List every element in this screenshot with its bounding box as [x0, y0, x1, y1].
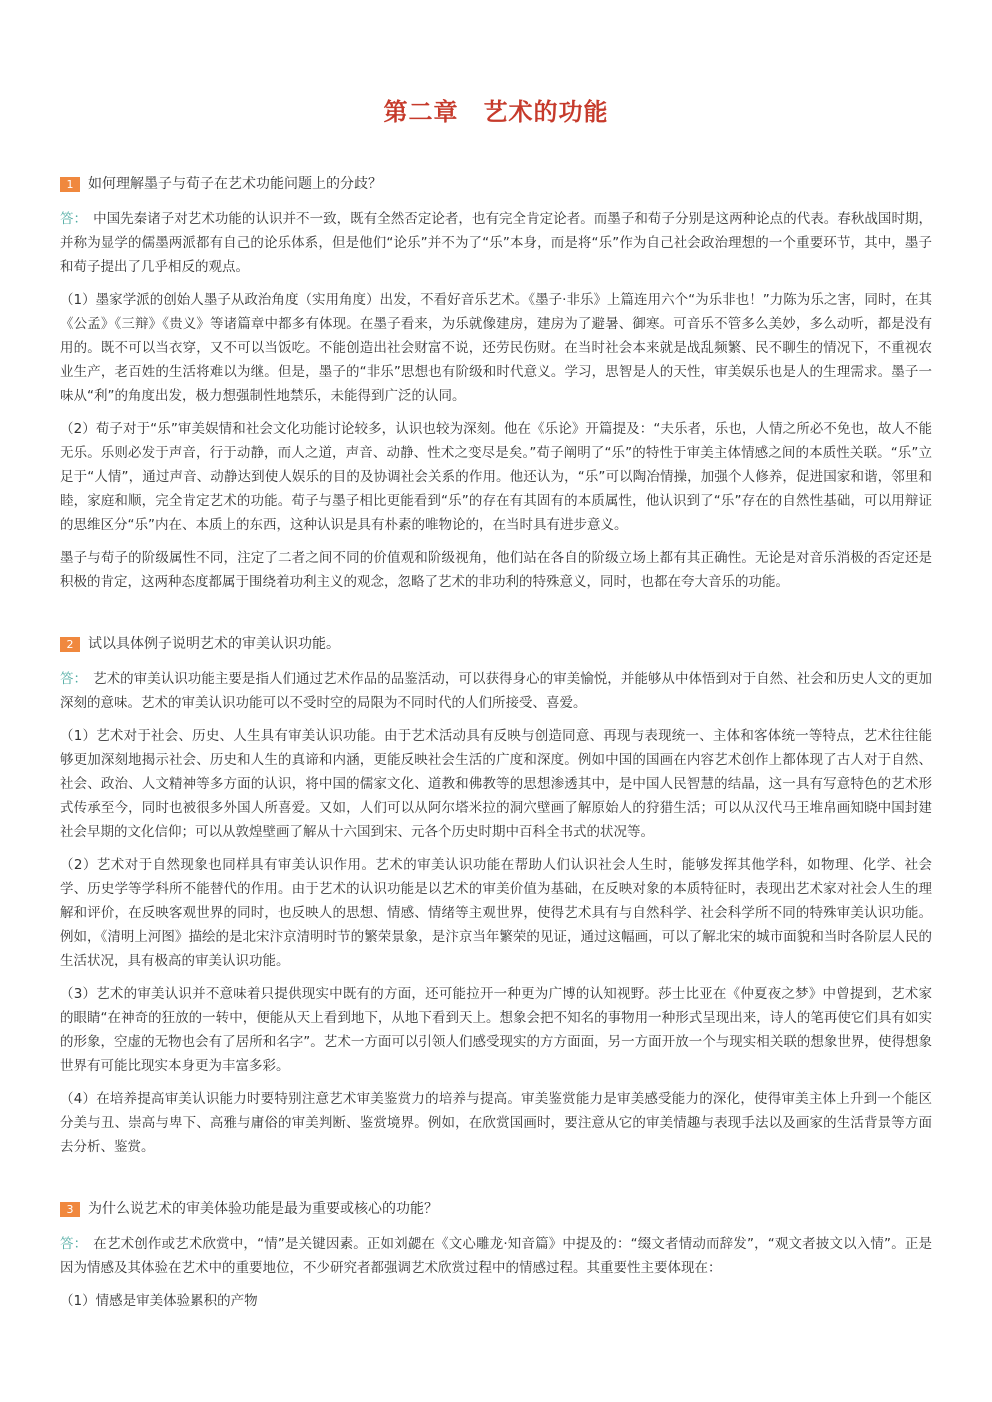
answer-paragraph: （1）墨家学派的创始人墨子从政治角度（实用角度）出发，不看好音乐艺术。《墨子·非乐》上篇连用六个“为乐非也！”力陈为乐之害，同时，在其《公孟》《三辩》《贵义》等诸篇章中都多有体现。在墨子看来，为乐就像建房，建房为了避暑、御寒。可音乐不管多么美妙，多么动听，都是没有用的。既不可以当衣穿，又不可以当饭吃。不能创造出社会财富不说，还劳民伤财。在当时社会本来就是战乱频繁、民不聊生的情况下，不重视农业生产，老百姓的生活将难以为继。但是，墨子的“非乐”思想也有阶级和时代意义。学习，思智是人的天性，审美娱乐也是人的生理需求。墨子一味从“利”的角度出发，极力想强制性地禁乐，未能得到广泛的认同。: [60, 292, 932, 404]
answer-paragraph: （4）在培养提高审美认识能力时要特别注意艺术审美鉴赏力的培养与提高。审美鉴赏能力是审美感受能力的深化，使得审美主体上升到一个能区分美与丑、崇高与卑下、高雅与庸俗的审美判断、鉴赏境界。例如，在欣赏国画时，要注意从它的审美情趣与表现手法以及画家的生活背景等方面去分析、鉴赏。: [60, 1091, 932, 1155]
question-text: 如何理解墨子与荀子在艺术功能问题上的分歧？: [88, 176, 382, 192]
answer-paragraph: [60, 207, 932, 279]
answer-paragraph: （2）艺术对于自然现象也同样具有审美认识作用。艺术的审美认识功能在帮助人们认识社会人生时，能够发挥其他学科，如物理、化学、社会学、历史学等学科所不能替代的作用。由于艺术的认识功能是以艺术的审美价值为基础，在反映对象的本质特征时，表现出艺术家对社会人生的理解和评价，在反映客观世界的同时，也反映人的思想、情感、情绪等主观世界，使得艺术具有与自然科学、社会科学所不同的特殊审美认识功能。例如，《清明上河图》描绘的是北宋汴京清明时节的繁荣景象，是汴京当年繁荣的见证，通过这幅画，可以了解北宋的城市面貌和当时各阶层人民的生活状况，具有极高的审美认识功能。: [60, 857, 932, 969]
question-section-1: [60, 173, 932, 594]
answer-paragraph: （1）艺术对于社会、历史、人生具有审美认识功能。由于艺术活动具有反映与创造同意、再现与表现统一、主体和客体统一等特点，艺术往往能够更加深刻地揭示社会、历史和人生的真谛和内涵，更能反映社会生活的广度和深度。例如中国的国画在内容艺术创作上都体现了古人对于自然、社会、政治、人文精神等多方面的认识，将中国的儒家文化、道教和佛教等的思想渗透其中，是中国人民智慧的结晶，这一具有写意特色的艺术形式传承至今，同时也被很多外国人所喜爱。又如，人们可以从阿尔塔米拉的洞穴壁画了解原始人的狩猎生活；可以从汉代马王堆帛画知晓中国封建社会早期的文化信仰；可以从敦煌壁画了解从十六国到宋、元各个历史时期中百科全书式的状况等。: [60, 728, 932, 840]
answer-paragraph: （3）艺术的审美认识并不意味着只提供现实中既有的方面，还可能拉开一种更为广博的认知视野。莎士比亚在《仲夏夜之梦》中曾提到，艺术家的眼睛“在神奇的狂放的一转中，便能从天上看到地下，从地下看到天上。想象会把不知名的事物用一种形式呈现出来，诗人的笔再使它们具有如实的形象，空虚的无物也会有了居所和名字”。艺术一方面可以引领人们感受现实的方方面面，另一方面开放一个与现实相关联的想象世界，使得想象世界有可能比现实本身更为丰富多彩。: [60, 986, 932, 1074]
answer-paragraph: （1）情感是审美体验累积的产物: [60, 1293, 258, 1309]
question-1: [60, 173, 932, 195]
question-section-3: [60, 1198, 932, 1313]
answer-text: 在艺术创作或艺术欣赏中，“情”是关键因素。正如刘勰在《文心雕龙·知音篇》中提及的：“缀文者情动而辞发”，“观文者披文以入情”。正是因为情感及其体验在艺术中的重要地位，不少研究者都强调艺术欣赏过程中的情感过程。其重要性主要体现在：: [60, 1236, 932, 1276]
chapter-title: 第二章 艺术的功能: [383, 98, 609, 126]
answer-label: 答：: [60, 211, 88, 227]
question-number-badge: 3: [60, 1202, 80, 1217]
answer-paragraph: [60, 1232, 932, 1280]
question-section-2: [60, 633, 932, 1159]
question-text: 为什么说艺术的审美体验功能是最为重要或核心的功能？: [88, 1201, 438, 1217]
answer-text: 艺术的审美认识功能主要是指人们通过艺术作品的品鉴活动，可以获得身心的审美愉悦，并能够从中体悟到对于自然、社会和历史人文的更加深刻的意味。艺术的审美认识功能可以不受时空的局限为不同时代的人们所接受、喜爱。: [60, 671, 933, 711]
question-number-badge: 1: [60, 177, 80, 192]
question-2: [60, 633, 932, 655]
answer-label: 答：: [60, 1236, 88, 1252]
section-divider: [60, 603, 932, 633]
answer-text: 中国先秦诸子对艺术功能的认识并不一致，既有全然否定论者，也有完全肯定论者。而墨子和荀子分别是这两种论点的代表。春秋战国时期，并称为显学的儒墨两派都有自己的论乐体系，但是他们“论乐”并不为了“乐”本身，而是将“乐”作为自己社会政治理想的一个重要环节，其中，墨子和荀子提出了几乎相反的观点。: [60, 211, 933, 275]
answer-label: 答：: [60, 671, 88, 687]
section-divider: [60, 1168, 932, 1198]
answer-paragraph: 墨子与荀子的阶级属性不同，注定了二者之间不同的价值观和阶级视角，他们站在各自的阶级立场上都有其正确性。无论是对音乐消极的否定还是积极的肯定，这两种态度都属于围绕着功利主义的观念，忽略了艺术的非功利的特殊意义，同时，也都在夸大音乐的功能。: [60, 550, 932, 590]
question-text: 试以具体例子说明艺术的审美认识功能。: [88, 636, 340, 652]
question-number-badge: 2: [60, 637, 80, 652]
question-3: [60, 1198, 932, 1220]
answer-paragraph: （2）荀子对于“乐”审美娱情和社会文化功能讨论较多，认识也较为深刻。他在《乐论》开篇提及：“夫乐者，乐也，人情之所必不免也，故人不能无乐。乐则必发于声音，行于动静，而人之道，声音、动静、性术之变尽是矣。”荀子阐明了“乐”的特性于审美主体情感之间的本质性关联。“乐”立足于“人情”，通过声音、动静达到使人娱乐的目的及协调社会关系的作用。他还认为，“乐”可以陶冶情操，加强个人修养，促进国家和谐，邻里和睦，家庭和顺，完全肯定艺术的功能。荀子与墨子相比更能看到“乐”的存在有其固有的本质属性，他认识到了“乐”存在的自然性基础，可以用辩证的思维区分“乐”内在、本质上的东西，这种认识是具有朴素的唯物论的，在当时具有进步意义。: [60, 421, 932, 533]
answer-paragraph: [60, 667, 932, 715]
